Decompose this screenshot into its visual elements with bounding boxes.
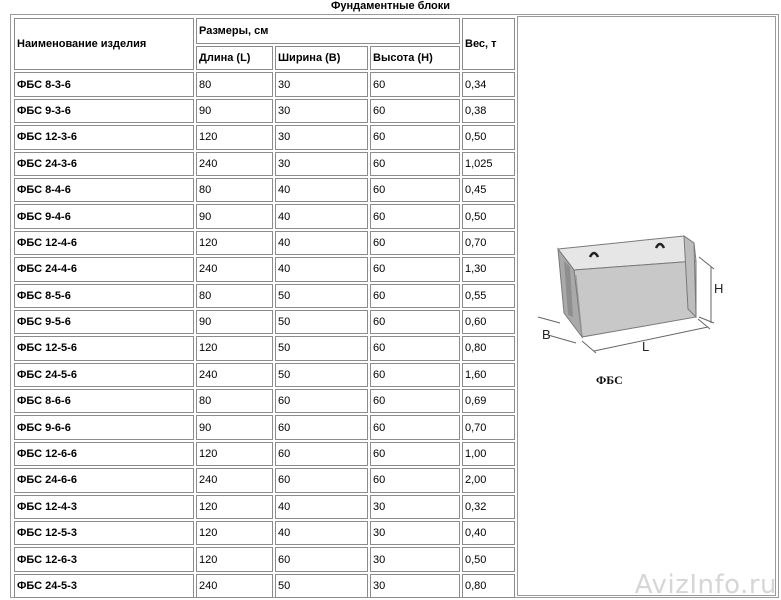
row-name: ФБС 12-4-6 xyxy=(14,231,194,255)
row-weight: 0,40 xyxy=(462,521,515,545)
row-width: 40 xyxy=(275,204,368,228)
dimension-h-label: H xyxy=(714,281,724,296)
dimension-b-label: B xyxy=(542,327,551,342)
header-sizes: Размеры, см xyxy=(196,18,460,44)
table-row xyxy=(14,152,515,176)
row-length: 80 xyxy=(196,72,273,96)
row-length: 90 xyxy=(196,204,273,228)
row-name: ФБС 9-5-6 xyxy=(14,310,194,334)
row-height: 30 xyxy=(370,521,460,545)
row-name: ФБС 12-6-3 xyxy=(14,547,194,571)
row-length: 90 xyxy=(196,310,273,334)
row-length: 120 xyxy=(196,495,273,519)
row-width: 40 xyxy=(275,495,368,519)
row-length: 120 xyxy=(196,336,273,360)
row-name: ФБС 24-3-6 xyxy=(14,152,194,176)
table-row xyxy=(14,99,515,123)
row-weight: 0,50 xyxy=(462,547,515,571)
row-weight: 0,50 xyxy=(462,125,515,149)
header-weight: Вес, т xyxy=(462,18,515,70)
row-weight: 0,45 xyxy=(462,178,515,202)
row-length: 120 xyxy=(196,547,273,571)
row-height: 60 xyxy=(370,468,460,492)
header-name: Наименование изделия xyxy=(14,18,194,70)
row-name: ФБС 8-5-6 xyxy=(14,284,194,308)
row-width: 30 xyxy=(275,72,368,96)
table-row xyxy=(14,521,515,545)
fbs-block-drawing xyxy=(518,17,775,595)
row-width: 40 xyxy=(275,257,368,281)
table-row xyxy=(14,257,515,281)
row-weight: 0,32 xyxy=(462,495,515,519)
figure-panel xyxy=(517,16,776,596)
row-width: 40 xyxy=(275,178,368,202)
row-width: 60 xyxy=(275,547,368,571)
row-name: ФБС 8-4-6 xyxy=(14,178,194,202)
row-weight: 1,00 xyxy=(462,442,515,466)
row-name: ФБС 24-6-6 xyxy=(14,468,194,492)
row-length: 240 xyxy=(196,363,273,387)
row-width: 50 xyxy=(275,284,368,308)
page-title: Фундаментные блоки xyxy=(330,0,451,12)
row-height: 60 xyxy=(370,72,460,96)
row-name: ФБС 12-3-6 xyxy=(14,125,194,149)
row-height: 60 xyxy=(370,204,460,228)
row-width: 50 xyxy=(275,336,368,360)
row-name: ФБС 12-5-3 xyxy=(14,521,194,545)
row-name: ФБС 12-6-6 xyxy=(14,442,194,466)
header-width: Ширина (В) xyxy=(275,46,368,70)
row-weight: 1,025 xyxy=(462,152,515,176)
row-length: 120 xyxy=(196,231,273,255)
row-weight: 0,80 xyxy=(462,574,515,598)
table-row xyxy=(14,547,515,571)
row-length: 240 xyxy=(196,468,273,492)
table-row xyxy=(14,363,515,387)
table-row xyxy=(14,284,515,308)
row-length: 90 xyxy=(196,415,273,439)
row-width: 60 xyxy=(275,415,368,439)
table-row xyxy=(14,495,515,519)
row-name: ФБС 9-4-6 xyxy=(14,204,194,228)
table-row xyxy=(14,389,515,413)
row-weight: 1,30 xyxy=(462,257,515,281)
row-weight: 0,34 xyxy=(462,72,515,96)
row-length: 80 xyxy=(196,284,273,308)
row-height: 60 xyxy=(370,415,460,439)
row-height: 60 xyxy=(370,178,460,202)
table-row xyxy=(14,310,515,334)
row-length: 240 xyxy=(196,257,273,281)
row-height: 60 xyxy=(370,336,460,360)
row-length: 240 xyxy=(196,574,273,598)
row-weight: 0,70 xyxy=(462,415,515,439)
row-name: ФБС 8-6-6 xyxy=(14,389,194,413)
row-width: 50 xyxy=(275,363,368,387)
row-name: ФБС 24-5-6 xyxy=(14,363,194,387)
table-row xyxy=(14,574,515,598)
row-height: 30 xyxy=(370,547,460,571)
table-row xyxy=(14,204,515,228)
row-width: 30 xyxy=(275,99,368,123)
row-width: 50 xyxy=(275,574,368,598)
row-height: 60 xyxy=(370,231,460,255)
row-height: 30 xyxy=(370,495,460,519)
row-length: 120 xyxy=(196,442,273,466)
row-height: 60 xyxy=(370,284,460,308)
row-height: 60 xyxy=(370,125,460,149)
watermark: AvizInfo.ru xyxy=(634,570,777,600)
table-row xyxy=(14,468,515,492)
row-length: 80 xyxy=(196,389,273,413)
row-height: 60 xyxy=(370,257,460,281)
table-row xyxy=(14,442,515,466)
blocks-table xyxy=(12,16,517,600)
header-height: Высота (Н) xyxy=(370,46,460,70)
table-row xyxy=(14,336,515,360)
row-height: 60 xyxy=(370,99,460,123)
row-name: ФБС 24-4-6 xyxy=(14,257,194,281)
row-width: 50 xyxy=(275,310,368,334)
row-width: 30 xyxy=(275,152,368,176)
row-weight: 0,70 xyxy=(462,231,515,255)
row-weight: 0,69 xyxy=(462,389,515,413)
row-length: 120 xyxy=(196,125,273,149)
row-height: 60 xyxy=(370,310,460,334)
table-row xyxy=(14,231,515,255)
table-row xyxy=(14,415,515,439)
row-weight: 0,80 xyxy=(462,336,515,360)
header-length: Длина (L) xyxy=(196,46,273,70)
row-length: 120 xyxy=(196,521,273,545)
row-name: ФБС 12-4-3 xyxy=(14,495,194,519)
row-name: ФБС 12-5-6 xyxy=(14,336,194,360)
row-width: 60 xyxy=(275,389,368,413)
row-name: ФБС 8-3-6 xyxy=(14,72,194,96)
row-length: 80 xyxy=(196,178,273,202)
row-weight: 0,55 xyxy=(462,284,515,308)
table-row xyxy=(14,72,515,96)
row-length: 90 xyxy=(196,99,273,123)
table-row xyxy=(14,125,515,149)
row-weight: 1,60 xyxy=(462,363,515,387)
row-weight: 0,50 xyxy=(462,204,515,228)
row-width: 60 xyxy=(275,442,368,466)
row-weight: 0,38 xyxy=(462,99,515,123)
row-height: 60 xyxy=(370,389,460,413)
row-name: ФБС 9-3-6 xyxy=(14,99,194,123)
row-width: 40 xyxy=(275,231,368,255)
row-height: 60 xyxy=(370,152,460,176)
row-height: 30 xyxy=(370,574,460,598)
row-weight: 0,60 xyxy=(462,310,515,334)
figure-caption: ФБС xyxy=(596,373,623,387)
table-row xyxy=(14,178,515,202)
row-weight: 2,00 xyxy=(462,468,515,492)
row-height: 60 xyxy=(370,442,460,466)
row-name: ФБС 9-6-6 xyxy=(14,415,194,439)
row-name: ФБС 24-5-3 xyxy=(14,574,194,598)
row-length: 240 xyxy=(196,152,273,176)
dimension-l-label: L xyxy=(642,339,650,354)
row-height: 60 xyxy=(370,363,460,387)
row-width: 40 xyxy=(275,521,368,545)
row-width: 60 xyxy=(275,468,368,492)
row-width: 30 xyxy=(275,125,368,149)
